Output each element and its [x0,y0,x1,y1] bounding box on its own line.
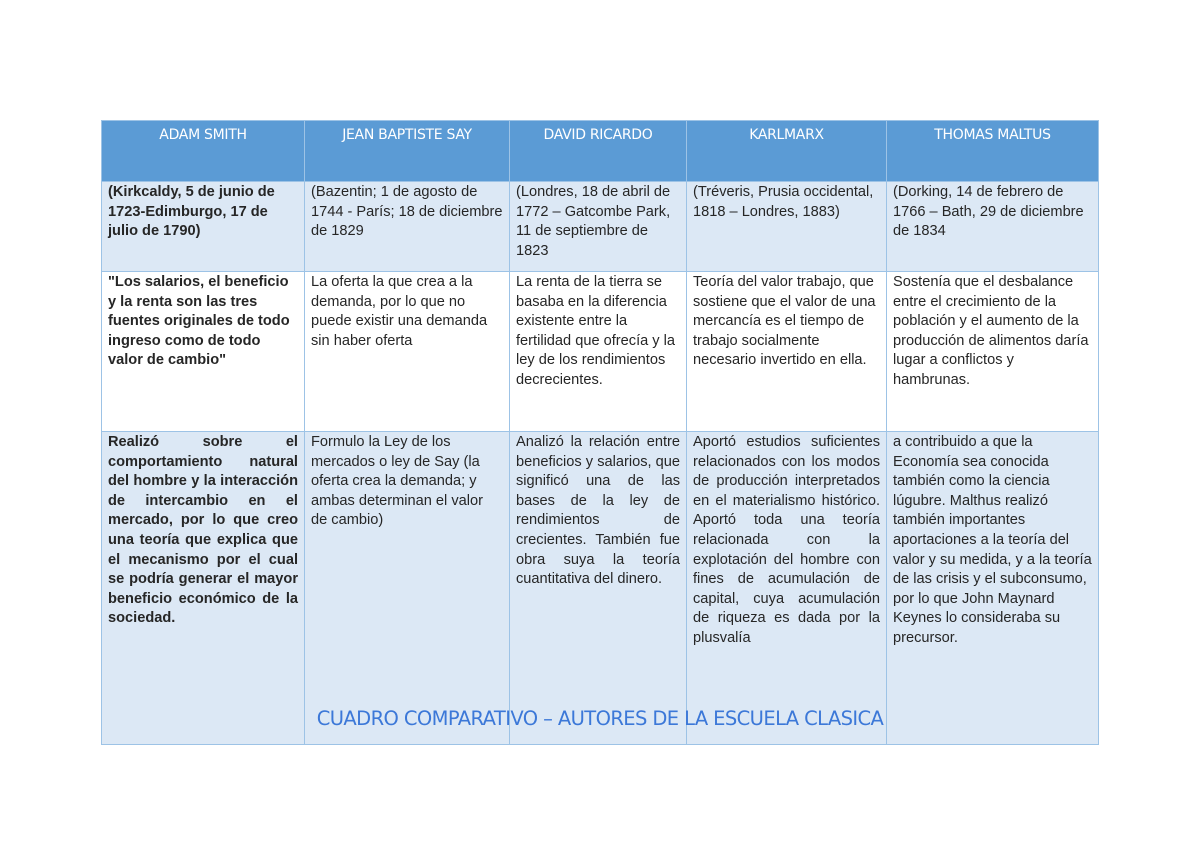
table-cell: La renta de la tierra se basaba en la diferencia existente entre la fertilidad que ofrecía y la ley de los rendimientos decrecientes. [510,272,687,432]
header-thomas-maltus: THOMAS MALTUS [887,121,1099,182]
table-cell: a contribuido a que la Economía sea conocida también como la ciencia lúgubre. Malthus realizó también importantes aportaciones a la teoría del valor y su medida, y a la teoría de las crisis y el subconsumo, por lo que John Maynard Keynes lo consideraba su precursor. [887,432,1099,745]
table-cell: La oferta la que crea a la demanda, por lo que no puede existir una demanda sin haber oferta [305,272,510,432]
table-cell: (Londres, 18 de abril de 1772 – Gatcombe Park, 11 de septiembre de 1823 [510,182,687,272]
table-cell: (Tréveris, Prusia occidental, 1818 – Londres, 1883) [687,182,887,272]
table-cell: Analizó la relación entre beneficios y salarios, que significó una de las bases de la ley de rendimientos de crecientes. También fue obra suya la teoría cuantitativa del dinero. [510,432,687,745]
header-karl-marx: KARLMARX [687,121,887,182]
comparison-table [101,120,1099,745]
table-row-main-idea [102,272,1099,432]
table-cell: Formulo la Ley de los mercados o ley de Say (la oferta crea la demanda; y ambas determinan el valor de cambio) [305,432,510,745]
table-cell: (Bazentin; 1 de agosto de 1744 - París; 18 de diciembre de 1829 [305,182,510,272]
table-cell: Realizó sobre el comportamiento natural del hombre y la interacción de intercambio en el mercado, por lo que creo una teoría que explica que el mecanismo por el cual se podría generar el mayor beneficio económico de la sociedad. [102,432,305,745]
table-row-contributions [102,432,1099,745]
header-david-ricardo: DAVID RICARDO [510,121,687,182]
table-cell: Sostenía que el desbalance entre el crecimiento de la población y el aumento de la producción de alimentos daría lugar a conflictos y hambrunas. [887,272,1099,432]
table-cell: Teoría del valor trabajo, que sostiene que el valor de una mercancía es el tiempo de trabajo socialmente necesario invertido en ella. [687,272,887,432]
header-adam-smith: ADAM SMITH [102,121,305,182]
header-jean-baptiste-say: JEAN BAPTISTE SAY [305,121,510,182]
table-cell: (Dorking, 14 de febrero de 1766 – Bath, 29 de diciembre de 1834 [887,182,1099,272]
table-caption: CUADRO COMPARATIVO – AUTORES DE LA ESCUELA CLASICA [316,707,884,730]
table-cell: "Los salarios, el beneficio y la renta son las tres fuentes originales de todo ingreso como de todo valor de cambio" [102,272,305,432]
table-cell: (Kirkcaldy, 5 de junio de 1723-Edimburgo, 17 de julio de 1790) [102,182,305,272]
header-row [102,121,1099,182]
table-cell: Aportó estudios suficientes relacionados con los modos de producción interpretados en el materialismo histórico. Aportó toda una teoría relacionada con la explotación del hombre con fines de acumulación de capital, cuya acumulación de riqueza es dada por la plusvalía [687,432,887,745]
table-row-birth-death [102,182,1099,272]
